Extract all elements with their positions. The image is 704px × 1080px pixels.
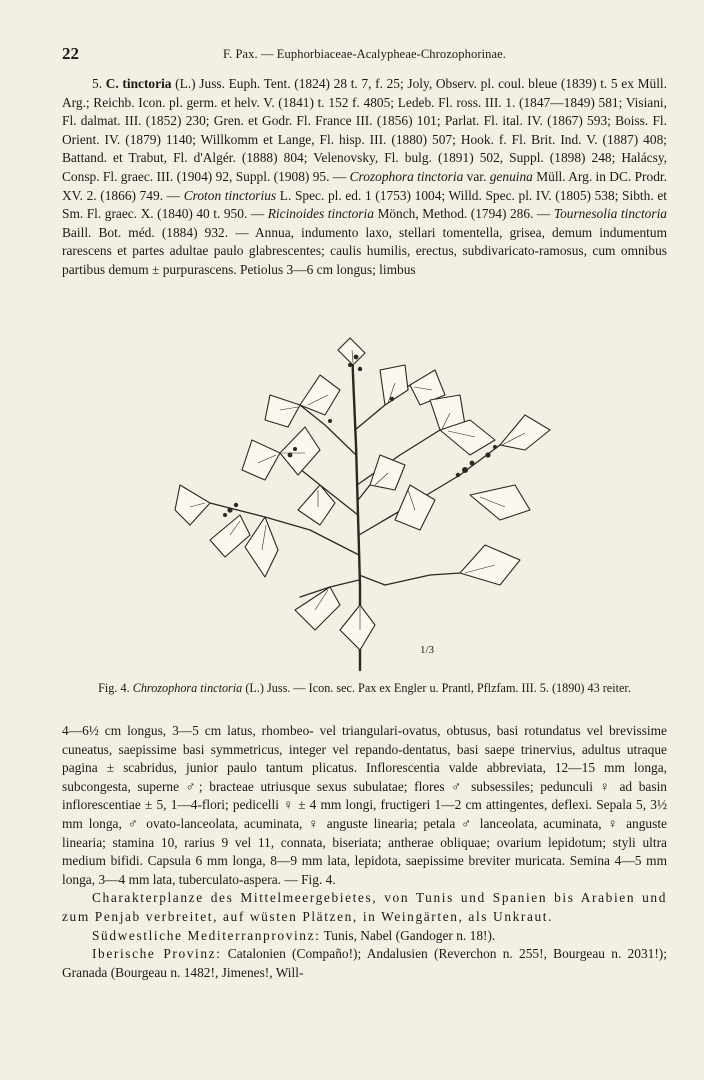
description-start: Annua, indumento laxo, stellari tomentella, grisea, demum indumentum rarescens et partes adultae paulo glabrescentes; caulis humilis, erectus, subdivaricato-ramosus, cum omnibus partibus demum ± purpurascens. Petiolus 3—6 cm longus; limbus [62,224,668,277]
species-name: C. tinctoria [105,76,172,91]
synonym-citation: Baill. Bot. méd. (1884) 932. — [62,224,249,240]
scale-mark [420,644,435,656]
species-paragraph [62,75,667,280]
plant-illustration [170,335,560,675]
caption-species: Chrozophora tinctoria [132,681,243,695]
synonym-name: Tournesolia tinctoria [553,206,667,222]
page-header [62,44,667,64]
province-records: Tunis, Nabel (Gandoger n. 18!). [323,927,496,943]
caption-source: (L.) Juss. — Icon. sec. Pax ex Engler u. Prantl, Pflzfam. III. 5. (1890) 43 reiter. [245,681,631,695]
province-paragraph [62,945,667,982]
species-number: 5. [92,76,103,91]
synonym-name: Ricinoides tinctoria [267,206,374,222]
province-label: Iberische Provinz: [92,946,222,962]
synonym-name: Crozophora tinctoria [349,168,464,184]
species-citations: (L.) Juss. Euph. Tent. (1824) 28 t. 7, f. 25; Joly, Observ. pl. coul. bleue (1839) t. 5 ex Müll. Arg.; Reichb. Icon. pl. germ. et helv. V. (1841) t. 152 f. 4805; Ledeb. Fl. ross. III. 1. (1847—1849) 581; Visiani, Fl. dalmat. III. (1852) 230; Gren. et Godr. Fl. France III. (1856) 101; Parlat. Fl. ital. IV. (1867) 593; Boiss. Fl. Orient. IV. (1879) 1140; Willkomm et Lange, Fl. hisp. III. (1880) 507; Hook. f. Fl. Brit. Ind. V. (1887) 408; Battand. et Trabut, Fl. d'Algér. (1888) 804; Velenovsky, Fl. bulg. (1891) 502, Suppl. (1898) 248; Halácsy, Consp. Fl. graec. III. (1904) 92, Suppl. (1908) 95. — [62,76,667,184]
leaf [175,485,210,525]
plant-drawing [170,335,560,675]
distribution-paragraph [62,889,667,926]
province-label: Südwestliche Mediterranprovinz: [92,927,321,943]
running-head: F. Pax. — Euphorbiaceae-Acalypheae-Chrozophorinae. [222,47,507,61]
synonym-citation: Müll. Arg. in DC. Prodr. XV. 2. (1866) 749. — [62,168,667,203]
species-entry [62,75,667,280]
species-description [62,722,667,982]
synonym-citation: L. Spec. pl. ed. 1 (1753) 1004; Willd. Spec. pl. IV. (1805) 538; Sibth. et Sm. Fl. graec. X. (1840) 40 t. 950. — [62,187,667,222]
page-number: 22 [62,44,79,63]
synonym-name: Croton tinctorius [183,187,277,203]
scale-label: 1/3 [420,644,435,656]
caption-prefix: Fig. 4. [98,681,130,695]
figure-caption [62,680,667,697]
synonym-citation: Mönch, Method. (1794) 286. — [377,206,551,222]
synonym-variety: genuina [489,168,533,184]
province-paragraph [62,927,667,946]
synonym-rank: var. [466,168,487,184]
province-records: Catalonien (Compaño!); Andalusien (Reverchon n. 255!, Bourgeau n. 2031!); Granada (Bourgeau n. 1482!, Jimenes!, Will- [62,946,667,980]
description-paragraph: 4—6½ cm longus, 3—5 cm latus, rhombeo- vel triangulari-ovatus, obtusus, basi rotundatus vel brevissime cuneatus, saepissime basi symmetricus, integer vel repando-dentatus, basi saepe trinervius, adultus utraque pagina ± scabridus, junior paulo tantum plicatus. Inflorescentia valde abbreviata, 12—15 mm longa, subcongesta, superne ♂; bracteae utriusque sexus subulatae; flores ♂ subsessiles; pedunculi ♀ ad basin inflorescentiae ± 5, 1—4-flori; pedicelli ♀ ± 4 mm longi, fructigeri 1—2 cm attingentes, deflexi. Sepala 5, 3½ mm longa, ♂ ovato-lanceolata, acuminata, ♀ anguste linearia; petala ♂ lanceolata, acuminata, ♀ anguste linearia; stamina 10, rarius 9 vel 11, connata, biseriata; antherae obliquae; ovarium lepidotum; styli ultra medium bifidi. Capsula 6 mm longa, 8—9 mm lata, lepidota, saepissime breviter muricata. Semina 4—5 mm longa, 3—4 mm lata, tuberculato-aspera. — Fig. 4. [62,723,667,887]
distribution-text: Charakterplanze des Mittelmeergebietes, von Tunis und Spanien bis Arabien und zum Penjab verbreitet, auf wüsten Plätzen, in Weingärten, als Unkraut. [62,890,667,924]
